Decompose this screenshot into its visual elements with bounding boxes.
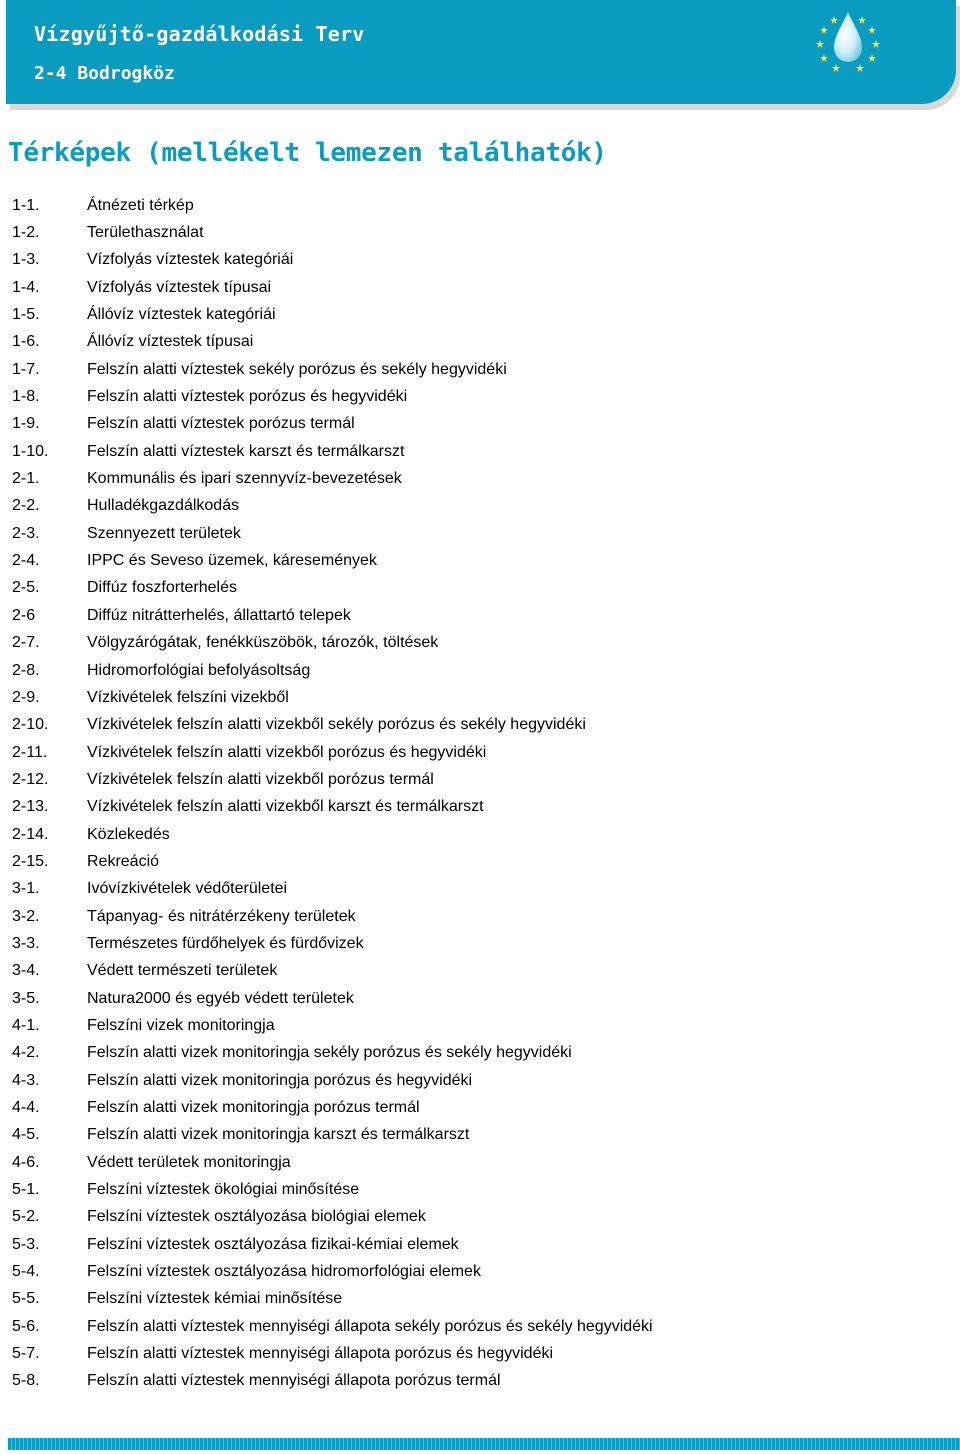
map-title: Felszín alatti vizek monitoringja porózus és hegyvidéki [87, 1071, 473, 1089]
map-title: Felszín alatti vizek monitoringja sekély porózus és sekély hegyvidéki [87, 1044, 572, 1062]
map-title: Szennyezett területek [87, 524, 241, 542]
map-title: Vízkivételek felszín alatti vizekből porózus termál [87, 770, 434, 788]
list-item [12, 1094, 653, 1121]
map-title: Felszíni víztestek osztályozása biológiai elemek [87, 1208, 426, 1226]
map-title: Felszín alatti víztestek karszt és termálkarszt [87, 442, 405, 460]
document-title: Vízgyűjtő-gazdálkodási Terv [34, 22, 365, 46]
map-title: Felszíni víztestek ökológiai minősítése [87, 1181, 360, 1199]
header-banner [6, 0, 956, 104]
map-title: Felszíni víztestek osztályozása fizikai-kémiai elemek [87, 1235, 459, 1253]
list-item [12, 1204, 653, 1231]
map-title: Felszín alatti víztestek porózus és hegyvidéki [87, 388, 408, 406]
map-number: 5-1. [12, 1181, 40, 1199]
map-number: 2-9. [12, 688, 40, 706]
document-subtitle: 2-4 Bodrogköz [34, 63, 175, 84]
map-number: 2-12. [12, 770, 49, 788]
map-number: 2-11. [12, 743, 48, 761]
map-title: Védett természeti területek [87, 962, 278, 980]
map-title: Rekreáció [87, 852, 160, 870]
map-number: 3-4. [12, 962, 40, 980]
map-number: 1-4. [12, 278, 40, 296]
map-title: Felszíni víztestek osztályozása hidromorfológiai elemek [87, 1263, 481, 1281]
map-number: 5-5. [12, 1290, 40, 1308]
map-number: 5-2. [12, 1208, 40, 1226]
map-title: Vízfolyás víztestek típusai [87, 278, 272, 296]
map-title: Vízkivételek felszín alatti vizekből porózus és hegyvidéki [87, 743, 487, 761]
footer-bar [8, 1438, 960, 1450]
map-list [12, 192, 653, 1395]
list-item [12, 547, 653, 574]
list-item [12, 1176, 653, 1203]
map-number: 3-3. [12, 934, 40, 952]
map-title: Diffúz foszforterhelés [87, 579, 237, 597]
list-item [12, 821, 653, 848]
list-item [12, 383, 653, 410]
list-item [12, 1149, 653, 1176]
map-number: 4-4. [12, 1099, 40, 1117]
map-title: Diffúz nitrátterhelés, állattartó telepek [87, 606, 351, 624]
list-item [12, 1286, 653, 1313]
list-item [12, 301, 653, 328]
map-title: Felszín alatti víztestek mennyiségi állapota sekély porózus és sekély hegyvidéki [87, 1317, 653, 1335]
map-number: 4-3. [12, 1071, 40, 1089]
list-item [12, 848, 653, 875]
list-item [12, 657, 653, 684]
map-title: Felszín alatti víztestek porózus termál [87, 415, 355, 433]
map-number: 1-6. [12, 333, 40, 351]
list-item [12, 630, 653, 657]
list-item [12, 684, 653, 711]
map-number: 5-6. [12, 1317, 40, 1335]
map-title: Felszín alatti víztestek mennyiségi állapota porózus és hegyvidéki [87, 1345, 554, 1363]
map-title: Vízfolyás víztestek kategóriái [87, 251, 294, 269]
map-title: Felszín alatti víztestek sekély porózus és sekély hegyvidéki [87, 360, 507, 378]
map-title: Felszíni víztestek kémiai minősítése [87, 1290, 343, 1308]
map-number: 1-1. [12, 196, 40, 214]
map-number: 1-9. [12, 415, 40, 433]
list-item [12, 219, 653, 246]
list-item [12, 1231, 653, 1258]
map-title: Felszín alatti víztestek mennyiségi állapota porózus termál [87, 1372, 501, 1390]
map-title: Felszín alatti vizek monitoringja porózus termál [87, 1099, 420, 1117]
list-item [12, 766, 653, 793]
map-number: 1-2. [12, 224, 40, 242]
list-item [12, 247, 653, 274]
map-number: 1-8. [12, 388, 40, 406]
map-title: Hulladékgazdálkodás [87, 497, 240, 515]
map-title: Hidromorfológiai befolyásoltság [87, 661, 311, 679]
list-item [12, 192, 653, 219]
water-drop-eu-stars-icon [812, 6, 884, 78]
map-number: 4-1. [12, 1016, 40, 1034]
map-number: 1-7. [12, 360, 40, 378]
map-title: Állóvíz víztestek típusai [87, 333, 254, 351]
map-number: 3-1. [12, 880, 40, 898]
map-number: 2-13. [12, 798, 49, 816]
map-number: 4-2. [12, 1044, 40, 1062]
map-title: Völgyzárógátak, fenékküszöbök, tározók, töltések [87, 634, 439, 652]
list-item [12, 356, 653, 383]
map-number: 5-7. [12, 1345, 40, 1363]
list-item [12, 438, 653, 465]
list-item [12, 274, 653, 301]
map-number: 2-4. [12, 552, 40, 570]
map-number: 2-7. [12, 634, 40, 652]
map-number: 2-1. [12, 470, 40, 488]
map-title: Natura2000 és egyéb védett területek [87, 989, 354, 1007]
map-title: Közlekedés [87, 825, 170, 843]
map-title: Vízkivételek felszíni vizekből [87, 688, 289, 706]
map-number: 1-5. [12, 306, 40, 324]
map-title: Felszín alatti vizek monitoringja karszt és termálkarszt [87, 1126, 470, 1144]
list-item [12, 985, 653, 1012]
map-title: IPPC és Seveso üzemek, káresemények [87, 552, 377, 570]
list-item [12, 930, 653, 957]
list-item [12, 1368, 653, 1395]
list-item [12, 465, 653, 492]
map-number: 1-3. [12, 251, 40, 269]
list-item [12, 575, 653, 602]
list-item [12, 794, 653, 821]
list-item [12, 1067, 653, 1094]
map-number: 5-4. [12, 1263, 40, 1281]
map-title: Állóvíz víztestek kategóriái [87, 306, 276, 324]
map-number: 2-3. [12, 524, 40, 542]
map-number: 2-6 [12, 606, 36, 624]
section-heading: Térképek (mellékelt lemezen találhatók) [8, 138, 607, 168]
map-title: Ivóvízkivételek védőterületei [87, 880, 288, 898]
list-item [12, 602, 653, 629]
map-number: 2-14. [12, 825, 49, 843]
map-title: Vízkivételek felszín alatti vizekből sekély porózus és sekély hegyvidéki [87, 716, 586, 734]
map-title: Átnézeti térkép [87, 196, 194, 214]
map-title: Védett területek monitoringja [87, 1153, 291, 1171]
list-item [12, 1040, 653, 1067]
list-item [12, 1340, 653, 1367]
list-item [12, 1258, 653, 1285]
map-number: 2-5. [12, 579, 40, 597]
map-title: Természetes fürdőhelyek és fürdővizek [87, 934, 364, 952]
list-item [12, 1313, 653, 1340]
map-number: 2-10. [12, 716, 49, 734]
map-title: Kommunális és ipari szennyvíz-bevezetések [87, 470, 402, 488]
list-item [12, 903, 653, 930]
list-item [12, 411, 653, 438]
list-item [12, 329, 653, 356]
map-number: 3-5. [12, 989, 40, 1007]
map-number: 2-2. [12, 497, 40, 515]
list-item [12, 712, 653, 739]
map-number: 2-15. [12, 852, 49, 870]
map-number: 5-8. [12, 1372, 40, 1390]
list-item [12, 958, 653, 985]
map-number: 5-3. [12, 1235, 40, 1253]
list-item [12, 520, 653, 547]
list-item [12, 1122, 653, 1149]
list-item [12, 493, 653, 520]
map-number: 1-10. [12, 442, 49, 460]
map-number: 4-5. [12, 1126, 40, 1144]
map-title: Tápanyag- és nitrátérzékeny területek [87, 907, 356, 925]
map-title: Területhasználat [87, 224, 204, 242]
map-title: Felszíni vizek monitoringja [87, 1016, 275, 1034]
map-number: 3-2. [12, 907, 40, 925]
list-item [12, 1012, 653, 1039]
map-number: 4-6. [12, 1153, 40, 1171]
list-item [12, 739, 653, 766]
map-title: Vízkivételek felszín alatti vizekből karszt és termálkarszt [87, 798, 484, 816]
list-item [12, 876, 653, 903]
map-number: 2-8. [12, 661, 40, 679]
